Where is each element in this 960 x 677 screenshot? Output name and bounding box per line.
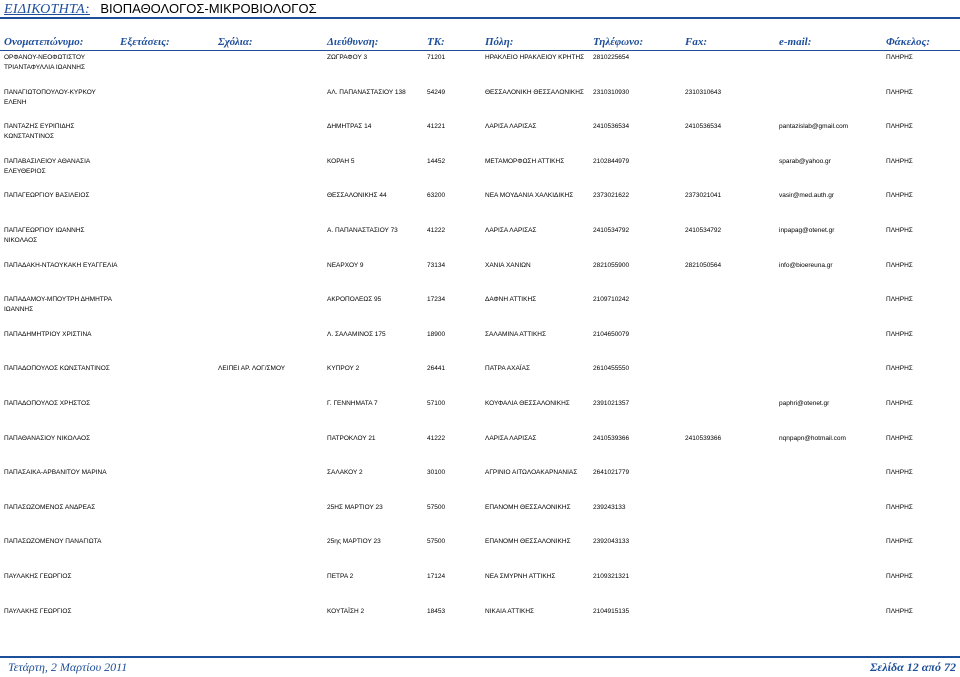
cell-phone: 2410539366 (593, 434, 630, 442)
cell-tk: 41222 (427, 227, 446, 234)
column-header-exams: Εξετάσεις: (120, 36, 170, 48)
cell-name-line2: ΕΛΕΝΗ (4, 98, 27, 106)
cell-city: ΝΙΚΑΙΑ ΑΤΤΙΚΗΣ (485, 607, 535, 615)
cell-name: ΠΑΠΑΔΟΠΟΥΛΟΣ ΧΡΗΣΤΟΣ (4, 400, 91, 407)
cell-phone: 2410536534 (593, 123, 630, 131)
cell-tk: 63200 (427, 192, 446, 200)
table-row (0, 157, 960, 191)
cell-address: ΖΩΓΡΑΦΟΥ 3 (327, 54, 368, 61)
cell-phone: 2610455550 (593, 365, 630, 373)
cell-address: ΔΗΜΗΤΡΑΣ 14 (327, 123, 372, 131)
table-row (0, 295, 960, 329)
cell-phone: 2821055900 (593, 261, 630, 269)
cell-name: ΠΑΠΑΣΩΖΟΜΕΝΟΣ ΑΝΔΡΕΑΣ (4, 503, 96, 511)
cell-address: ΑΛ. ΠΑΠΑΝΑΣΤΑΣΙΟΥ 138 (327, 88, 406, 96)
cell-name: ΠΑΠΑΔΗΜΗΤΡΙΟΥ ΧΡΙΣΤΙΝΑ (4, 330, 92, 338)
table-row (0, 226, 960, 260)
cell-city: ΘΕΣΣΑΛΟΝΙΚΗ ΘΕΣΣΑΛΟΝΙΚΗΣ (485, 88, 584, 96)
cell-fax: 2410536534 (685, 123, 722, 131)
cell-address: ΣΑΛΑΚΟΥ 2 (327, 469, 363, 477)
cell-phone: 239243133 (593, 503, 626, 511)
cell-address: ΝΕΑΡΧΟΥ 9 (327, 261, 364, 269)
cell-email: sparab@yahoo.gr (779, 157, 831, 165)
table-row (0, 607, 960, 641)
cell-folder: ΠΛΗΡΗΣ (886, 573, 913, 580)
cell-tk: 41222 (427, 434, 446, 442)
cell-folder: ΠΛΗΡΗΣ (886, 434, 913, 442)
cell-folder: ΠΛΗΡΗΣ (886, 88, 913, 96)
cell-tk: 57500 (427, 503, 446, 511)
cell-address: ΠΑΤΡΟΚΛΟΥ 21 (327, 434, 376, 442)
cell-address: ΚΥΠΡΟΥ 2 (327, 365, 360, 373)
cell-folder: ΠΛΗΡΗΣ (886, 400, 913, 407)
table-row (0, 122, 960, 156)
cell-phone: 2641021779 (593, 469, 630, 477)
cell-city: ΛΑΡΙΣΑ ΛΑΡΙΣΑΣ (485, 123, 537, 131)
cell-name-line2: ΕΛΕΥΘΕΡΙΟΣ (4, 167, 46, 175)
cell-name: ΠΑΥΛΑΚΗΣ ΓΕΩΡΓΙΟΣ (4, 607, 72, 615)
table-row (0, 53, 960, 87)
cell-email: paphri@otenet.gr (779, 400, 830, 407)
cell-name: ΠΑΠΑΘΑΝΑΣΙΟΥ ΝΙΚΟΛΑΟΣ (4, 434, 91, 442)
cell-phone: 2104650079 (593, 330, 630, 338)
cell-address: Γ. ΓΕΝΝΗΜΑΤΑ 7 (327, 400, 378, 407)
cell-city: ΕΠΑΝΟΜΗ ΘΕΣΣΑΛΟΝΙΚΗΣ (485, 503, 571, 511)
specialty-value: ΒΙΟΠΑΘΟΛΟΓΟΣ-ΜΙΚΡΟΒΙΟΛΟΓΟΣ (100, 1, 317, 16)
cell-phone: 2109710242 (593, 296, 630, 304)
cell-city: ΝΕΑ ΣΜΥΡΝΗ ΑΤΤΙΚΗΣ (485, 573, 556, 580)
column-header-comments: Σχόλια: (218, 36, 253, 48)
cell-tk: 57500 (427, 538, 446, 546)
cell-tk: 30100 (427, 469, 446, 477)
cell-tk: 54249 (427, 88, 446, 96)
cell-folder: ΠΛΗΡΗΣ (886, 365, 913, 373)
cell-name: ΠΑΝΤΑΖΗΣ ΕΥΡΙΠΙΔΗΣ (4, 123, 75, 131)
cell-address: ΘΕΣΣΑΛΟΝΙΚΗΣ 44 (327, 192, 387, 200)
table-row (0, 88, 960, 122)
cell-address: ΚΟΡΑΗ 5 (327, 157, 355, 165)
cell-address: ΑΚΡΟΠΟΛΕΩΣ 95 (327, 296, 382, 304)
cell-folder: ΠΛΗΡΗΣ (886, 123, 913, 131)
cell-phone: 2104915135 (593, 607, 630, 615)
cell-exams: ΛΕΙΠΕΙ ΑΡ. ΛΟΓ/ΣΜΟΥ (218, 365, 286, 373)
cell-name: ΠΑΝΑΓΙΩΤΟΠΟΥΛΟΥ-ΚΥΡΚΟΥ (4, 88, 96, 96)
cell-name: ΠΑΠΑΒΑΣΙΛΕΙΟΥ ΑΘΑΝΑΣΙΑ (4, 157, 91, 165)
cell-phone: 2109321321 (593, 573, 630, 580)
cell-tk: 17234 (427, 296, 446, 304)
cell-folder: ΠΛΗΡΗΣ (886, 157, 913, 165)
cell-tk: 71201 (427, 54, 446, 61)
column-header-phone: Τηλέφωνο: (593, 36, 644, 48)
cell-email: vasir@med.auth.gr (779, 192, 835, 200)
table-row (0, 434, 960, 468)
column-header-city: Πόλη: (485, 36, 514, 48)
cell-fax: 2410534792 (685, 227, 722, 234)
cell-name: ΠΑΠΑΣΑΙΚΑ-ΑΡΒΑΝΙΤΟΥ ΜΑΡΙΝΑ (4, 469, 107, 477)
cell-name: ΠΑΠΑΓΕΩΡΓΙΟΥ ΙΩΑΝΝΗΣ (4, 227, 85, 234)
cell-folder: ΠΛΗΡΗΣ (886, 469, 913, 477)
cell-phone: 2410534792 (593, 227, 630, 234)
cell-folder: ΠΛΗΡΗΣ (886, 54, 913, 61)
table-row (0, 572, 960, 606)
cell-address: 25ης ΜΑΡΤΙΟΥ 23 (327, 538, 381, 546)
cell-address: Α. ΠΑΠΑΝΑΣΤΑΣΙΟΥ 73 (327, 227, 398, 234)
table-row (0, 537, 960, 571)
cell-phone: 2373021622 (593, 192, 630, 200)
cell-city: ΑΓΡΙΝΙΟ ΑΙΤΩΛΟΑΚΑΡΝΑΝΙΑΣ (485, 469, 578, 477)
column-header-folder: Φάκελος: (886, 36, 931, 48)
cell-fax: 2821050564 (685, 261, 722, 269)
cell-name: ΠΑΠΑΔΑΜΟΥ-ΜΠΟΥΤΡΗ ΔΗΜΗΤΡΑ (4, 296, 112, 304)
cell-city: ΛΑΡΙΣΑ ΛΑΡΙΣΑΣ (485, 434, 537, 442)
cell-city: ΜΕΤΑΜΟΡΦΩΣΗ ΑΤΤΙΚΗΣ (485, 157, 565, 165)
cell-address: 25ΗΣ ΜΑΡΤΙΟΥ 23 (327, 503, 383, 511)
cell-email: info@bioereuna.gr (779, 261, 833, 269)
cell-email: inpapag@otenet.gr (779, 227, 835, 234)
cell-tk: 18453 (427, 607, 446, 615)
cell-tk: 17124 (427, 573, 446, 580)
cell-fax: 2373021041 (685, 192, 722, 200)
cell-city: ΗΡΑΚΛΕΙΟ ΗΡΑΚΛΕΙΟΥ ΚΡΗΤΗΣ (485, 54, 585, 61)
column-header-address: Διεύθυνση: (327, 36, 379, 48)
table-row (0, 191, 960, 225)
cell-phone: 2391021357 (593, 400, 630, 407)
cell-folder: ΠΛΗΡΗΣ (886, 261, 913, 269)
cell-phone: 2392043133 (593, 538, 630, 546)
cell-folder: ΠΛΗΡΗΣ (886, 538, 913, 546)
cell-tk: 41221 (427, 123, 446, 131)
cell-address: ΠΕΤΡΑ 2 (327, 573, 354, 580)
cell-fax: 2410539366 (685, 434, 722, 442)
cell-city: ΣΑΛΑΜΙΝΑ ΑΤΤΙΚΗΣ (485, 330, 547, 338)
page-header (0, 0, 960, 16)
column-header-fax: Fax: (685, 36, 707, 48)
cell-name-line2: ΤΡΙΑΝΤΑΦΥΛΛΙΑ ΙΩΑΝΝΗΣ (4, 64, 85, 71)
cell-name: ΠΑΠΑΔΑΚΗ-ΝΤΑΟΥΚΑΚΗ ΕΥΑΓΓΕΛΙΑ (4, 261, 118, 269)
cell-folder: ΠΛΗΡΗΣ (886, 296, 913, 304)
cell-phone: 2810225654 (593, 54, 630, 61)
cell-name: ΟΡΦΑΝΟΥ-ΝΕΟΦΩΤΙΣΤΟΥ (4, 54, 86, 61)
cell-folder: ΠΛΗΡΗΣ (886, 227, 913, 234)
footer-date: Τετάρτη, 2 Μαρτίου 2011 (8, 660, 128, 674)
cell-tk: 57100 (427, 400, 446, 407)
cell-city: ΕΠΑΝΟΜΗ ΘΕΣΣΑΛΟΝΙΚΗΣ (485, 538, 571, 546)
column-header-email: e-mail: (779, 36, 812, 48)
cell-name: ΠΑΠΑΓΕΩΡΓΙΟΥ ΒΑΣΙΛΕΙΟΣ (4, 192, 90, 200)
table-row (0, 399, 960, 433)
cell-name: ΠΑΠΑΣΩΖΟΜΕΝΟΥ ΠΑΝΑΓΙΩΤΑ (4, 538, 102, 546)
cell-tk: 14452 (427, 157, 446, 165)
cell-tk: 73134 (427, 261, 446, 269)
cell-name-line2: ΙΩΑΝΝΗΣ (4, 306, 34, 314)
cell-name: ΠΑΠΑΔΟΠΟΥΛΟΣ ΚΩΝΣΤΑΝΤΙΝΟΣ (4, 365, 110, 373)
cell-folder: ΠΛΗΡΗΣ (886, 503, 913, 511)
table-row (0, 503, 960, 537)
specialty-title (4, 0, 317, 16)
cell-folder: ΠΛΗΡΗΣ (886, 330, 913, 338)
column-header-name: Ονοματεπώνυμο: (4, 36, 84, 48)
table-row (0, 468, 960, 502)
cell-city: ΔΑΦΝΗ ΑΤΤΙΚΗΣ (485, 296, 537, 304)
column-header-divider (0, 50, 960, 51)
header-divider (0, 17, 960, 19)
column-header-tk: ΤΚ: (427, 36, 445, 48)
cell-address: Λ. ΣΑΛΑΜΙΝΟΣ 175 (327, 330, 386, 338)
cell-phone: 2310310930 (593, 88, 630, 96)
cell-name-line2: ΚΩΝΣΤΑΝΤΙΝΟΣ (4, 133, 54, 141)
footer-page-number: Σελίδα 12 από 72 (870, 660, 956, 674)
cell-city: ΚΟΥΦΑΛΙΑ ΘΕΣΣΑΛΟΝΙΚΗΣ (485, 400, 570, 407)
cell-tk: 26441 (427, 365, 446, 373)
footer-divider (0, 656, 960, 658)
specialty-label: ΕΙΔΙΚΟΤΗΤΑ: (4, 2, 90, 17)
cell-name: ΠΑΥΛΑΚΗΣ ΓΕΩΡΓΙΟΣ (4, 573, 72, 580)
cell-phone: 2102844979 (593, 157, 630, 165)
cell-city: ΛΑΡΙΣΑ ΛΑΡΙΣΑΣ (485, 227, 537, 234)
cell-folder: ΠΛΗΡΗΣ (886, 607, 913, 615)
cell-city: ΝΕΑ ΜΟΥΔΑΝΙΑ ΧΑΛΚΙΔΙΚΗΣ (485, 192, 574, 200)
cell-name-line2: ΝΙΚΟΛΑΟΣ (4, 237, 38, 244)
cell-folder: ΠΛΗΡΗΣ (886, 192, 913, 200)
cell-fax: 2310310643 (685, 88, 722, 96)
table-row (0, 330, 960, 364)
cell-city: ΧΑΝΙΑ ΧΑΝΙΩΝ (485, 261, 531, 269)
table-row (0, 364, 960, 398)
cell-city: ΠΑΤΡΑ ΑΧΑΪΑΣ (485, 365, 530, 373)
cell-address: ΚΟΥΤΑΪΣΗ 2 (327, 607, 365, 615)
cell-email: nqnpapn@hotmail.com (779, 434, 846, 442)
cell-tk: 18900 (427, 330, 446, 338)
table-row (0, 261, 960, 295)
cell-email: pantazislab@gmail.com (779, 123, 849, 131)
